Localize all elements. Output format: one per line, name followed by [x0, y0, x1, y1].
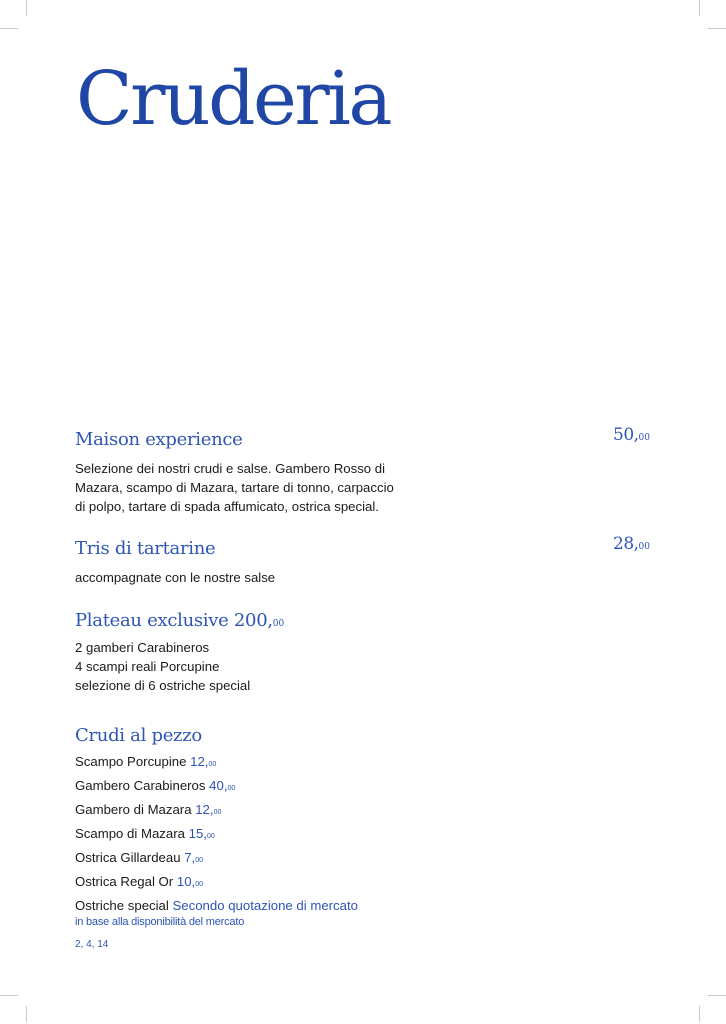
list-item [75, 753, 358, 777]
item-name: Ostrica Gillardeau [75, 850, 181, 865]
list-item [75, 801, 358, 825]
item-name: Gambero Carabineros [75, 778, 206, 793]
dish-name: Maison experience [75, 429, 243, 450]
crop-mark [0, 28, 18, 29]
crop-mark [26, 1006, 27, 1022]
dish-name-text: Plateau exclusive [75, 610, 229, 631]
item-price-dec: 00 [208, 761, 217, 768]
item-name: Ostrica Regal Or [75, 874, 174, 889]
description-line: 2 gamberi Carabineros [75, 640, 210, 655]
description-line: selezione di 6 ostriche special [75, 678, 251, 693]
page-title: Cruderia [76, 56, 390, 142]
price-int: 28, [613, 534, 639, 554]
item-price-dec: 00 [206, 833, 215, 840]
item-price: 15, [188, 826, 207, 841]
item-price: 7, [184, 850, 196, 865]
price-dec: 00 [638, 542, 650, 552]
dish-name: Tris di tartarine [75, 538, 216, 559]
list-item [75, 849, 358, 873]
item-price: 12, [195, 802, 214, 817]
item-price: 10, [176, 874, 196, 889]
item-price-dec: 00 [195, 857, 204, 864]
crop-mark [699, 0, 700, 16]
dish-price [613, 536, 650, 553]
crudi-list [75, 753, 358, 921]
crop-mark [26, 0, 27, 16]
item-name: Scampo di Mazara [75, 826, 185, 841]
market-note: in base alla disponibilità del mercato [75, 916, 245, 928]
list-item [75, 825, 358, 849]
description-line: accompagnate con le nostre salse [75, 570, 276, 585]
crop-mark [708, 995, 726, 996]
price-int: 200, [233, 610, 273, 631]
description-line: di polpo, tartare di spada affumicato, ostrica special. [75, 499, 379, 514]
allergen-codes: 2, 4, 14 [75, 939, 109, 950]
price-dec: 00 [638, 433, 650, 443]
description-line: Selezione dei nostri crudi e salse. Gambero Rosso di [75, 461, 386, 476]
crop-mark [0, 995, 18, 996]
section-heading: Crudi al pezzo [75, 725, 202, 746]
item-name: Scampo Porcupine [75, 754, 187, 769]
price-dec: 00 [272, 619, 285, 629]
item-name: Gambero di Mazara [75, 802, 192, 817]
dish-description [75, 568, 275, 587]
dish-price [613, 427, 650, 444]
item-price: 12, [190, 754, 209, 769]
item-price-dec: 00 [195, 881, 204, 888]
description-line: Mazara, scampo di Mazara, tartare di tonno, carpaccio [75, 480, 394, 495]
item-price-dec: 00 [213, 809, 222, 816]
dish-name [75, 612, 284, 630]
list-item [75, 777, 358, 801]
item-price-dec: 00 [227, 785, 236, 792]
dish-description [75, 459, 394, 516]
list-item [75, 873, 358, 897]
item-price: 40, [209, 778, 228, 793]
item-price: Secondo quotazione di mercato [172, 898, 358, 913]
crop-mark [699, 1006, 700, 1022]
dish-description [75, 638, 250, 695]
inline-price [234, 610, 284, 631]
crop-mark [708, 28, 726, 29]
item-name: Ostriche special [75, 898, 169, 913]
price-int: 50, [613, 425, 639, 445]
description-line: 4 scampi reali Porcupine [75, 659, 220, 674]
